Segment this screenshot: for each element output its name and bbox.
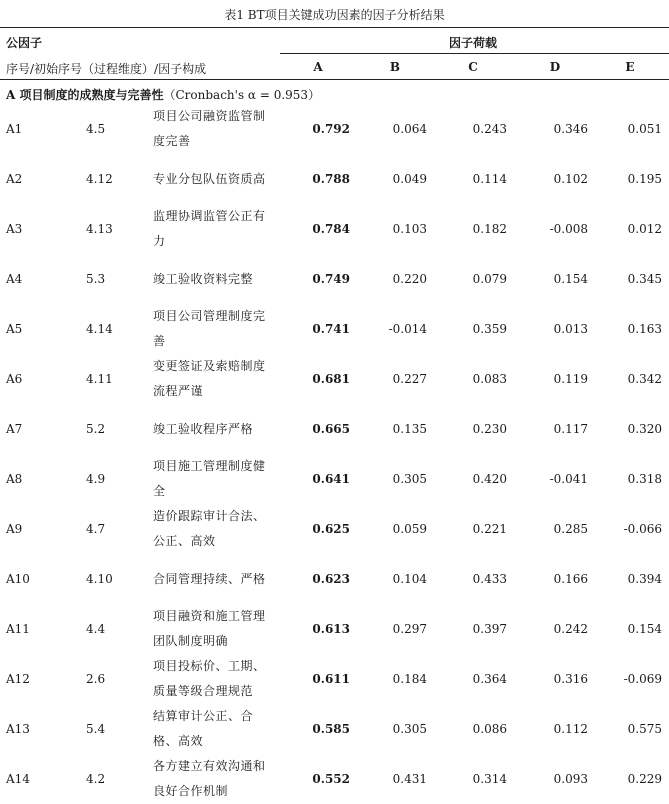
row-loading-a: 0.625 — [312, 522, 350, 536]
row-id: A13 — [6, 722, 30, 736]
row-initial-number: 2.6 — [86, 672, 106, 686]
row-loading-a: 0.552 — [312, 772, 350, 786]
row-loading-e: 0.575 — [627, 722, 662, 736]
row-loading-b: 0.305 — [392, 722, 427, 736]
table-row — [0, 654, 669, 704]
table-row — [0, 204, 669, 254]
row-loading-a: 0.681 — [312, 372, 350, 386]
row-factor-description: 项目施工管理制度健全 — [153, 459, 266, 498]
row-loading-c: 0.182 — [472, 222, 507, 236]
row-loading-c: 0.230 — [472, 422, 507, 436]
row-loading-c: 0.364 — [472, 672, 507, 686]
row-loading-b: 0.103 — [392, 222, 427, 236]
row-loading-b: 0.184 — [392, 672, 427, 686]
row-factor-description: 合同管理持续、严格 — [153, 571, 266, 586]
row-loading-a: 0.665 — [312, 422, 350, 436]
row-initial-number: 5.2 — [86, 422, 106, 436]
row-loading-e: 0.345 — [627, 272, 662, 286]
row-loading-e: 0.051 — [627, 122, 662, 136]
row-loading-b: 0.049 — [392, 172, 427, 186]
column-header-e: E — [625, 60, 635, 74]
row-loading-b: -0.014 — [388, 322, 427, 336]
row-id: A7 — [6, 422, 23, 436]
table-row — [0, 504, 669, 554]
table-row — [0, 304, 669, 354]
column-header-a: A — [313, 60, 323, 74]
row-factor-description: 变更签证及索赔制度流程严谨 — [153, 359, 266, 398]
row-initial-number: 4.7 — [86, 522, 106, 536]
row-loading-a: 0.613 — [312, 622, 350, 636]
row-id: A1 — [6, 122, 23, 136]
row-id: A4 — [6, 272, 23, 286]
row-loading-b: 0.431 — [392, 772, 427, 786]
row-factor-description: 项目投标价、工期、质量等级合理规范 — [153, 659, 266, 698]
row-id: A8 — [6, 472, 23, 486]
row-factor-description: 竣工验收程序严格 — [153, 421, 254, 436]
row-loading-a: 0.641 — [312, 472, 350, 486]
loading-subrule — [280, 53, 669, 54]
table-row — [0, 254, 669, 304]
table-row — [0, 404, 669, 454]
row-loading-e: -0.069 — [623, 672, 662, 686]
row-loading-c: 0.086 — [472, 722, 507, 736]
row-factor-description: 项目公司管理制度完善 — [153, 309, 266, 348]
row-loading-c: 0.114 — [472, 172, 507, 186]
table-row — [0, 604, 669, 654]
row-initial-number: 5.4 — [86, 722, 106, 736]
row-loading-c: 0.079 — [472, 272, 507, 286]
row-loading-d: 0.346 — [553, 122, 588, 136]
row-loading-c: 0.221 — [472, 522, 507, 536]
row-loading-e: 0.320 — [627, 422, 662, 436]
row-loading-d: 0.013 — [553, 322, 588, 336]
row-loading-e: 0.154 — [627, 622, 662, 636]
row-factor-description: 项目融资和施工管理团队制度明确 — [153, 609, 266, 648]
row-factor-description: 结算审计公正、合格、高效 — [153, 709, 254, 748]
column-header-c: C — [468, 60, 478, 74]
row-loading-e: -0.066 — [623, 522, 662, 536]
row-loading-d: 0.117 — [553, 422, 588, 436]
row-factor-description: 竣工验收资料完整 — [153, 271, 254, 286]
row-loading-b: 0.220 — [392, 272, 427, 286]
row-loading-a: 0.788 — [312, 172, 350, 186]
row-loading-b: 0.104 — [392, 572, 427, 586]
table-body — [0, 104, 669, 804]
row-id: A3 — [6, 222, 23, 236]
row-id: A6 — [6, 372, 23, 386]
row-factor-description: 各方建立有效沟通和良好合作机制 — [153, 759, 266, 798]
table-row — [0, 754, 669, 804]
row-id: A2 — [6, 172, 23, 186]
table-caption: 表1 BT项目关键成功因素的因子分析结果 — [224, 8, 445, 22]
row-loading-b: 0.297 — [392, 622, 427, 636]
table-row — [0, 154, 669, 204]
row-loading-b: 0.135 — [392, 422, 427, 436]
row-initial-number: 4.12 — [86, 172, 113, 186]
row-id: A10 — [6, 572, 30, 586]
row-loading-d: 0.093 — [553, 772, 588, 786]
row-loading-a: 0.749 — [312, 272, 350, 286]
row-loading-a: 0.741 — [312, 322, 350, 336]
row-loading-e: 0.195 — [627, 172, 662, 186]
row-loading-a: 0.792 — [312, 122, 350, 136]
row-initial-number: 4.13 — [86, 222, 113, 236]
row-loading-c: 0.243 — [472, 122, 507, 136]
row-id: A5 — [6, 322, 23, 336]
row-loading-d: 0.119 — [553, 372, 588, 386]
table-row — [0, 104, 669, 154]
row-loading-d: 0.242 — [553, 622, 588, 636]
row-loading-c: 0.083 — [472, 372, 507, 386]
table-row — [0, 554, 669, 604]
row-loading-e: 0.163 — [627, 322, 662, 336]
row-loading-c: 0.433 — [472, 572, 507, 586]
row-initial-number: 4.4 — [86, 622, 106, 636]
row-loading-c: 0.397 — [472, 622, 507, 636]
row-loading-b: 0.064 — [392, 122, 427, 136]
row-loading-d: -0.041 — [549, 472, 588, 486]
row-initial-number: 4.11 — [86, 372, 113, 386]
row-loading-a: 0.784 — [312, 222, 350, 236]
row-initial-number: 4.2 — [86, 772, 106, 786]
row-loading-a: 0.611 — [312, 672, 350, 686]
row-factor-description: 监理协调监管公正有力 — [153, 209, 266, 248]
row-id: A11 — [6, 622, 30, 636]
row-loading-d: -0.008 — [549, 222, 588, 236]
row-factor-description: 项目公司融资监管制度完善 — [153, 109, 266, 148]
row-initial-number: 5.3 — [86, 272, 106, 286]
table-row — [0, 354, 669, 404]
row-initial-number: 4.5 — [86, 122, 106, 136]
row-initial-number: 4.10 — [86, 572, 113, 586]
row-id: A12 — [6, 672, 30, 686]
row-initial-number: 4.14 — [86, 322, 113, 336]
section-title-text: A 项目制度的成熟度与完善性 — [6, 88, 164, 102]
row-factor-description: 造价跟踪审计合法、公正、高效 — [153, 509, 266, 548]
row-loading-b: 0.227 — [392, 372, 427, 386]
row-loading-c: 0.359 — [472, 322, 507, 336]
row-loading-d: 0.112 — [553, 722, 588, 736]
factor-loading-header: 因子荷载 — [449, 36, 498, 50]
section-title — [6, 86, 320, 103]
row-factor-description: 专业分包队伍资质高 — [153, 171, 266, 186]
row-loading-c: 0.314 — [472, 772, 507, 786]
row-loading-e: 0.394 — [627, 572, 662, 586]
column-header-d: D — [549, 60, 561, 74]
row-loading-e: 0.012 — [627, 222, 662, 236]
row-loading-d: 0.285 — [553, 522, 588, 536]
column-subheader: 序号/初始序号（过程维度）/因子构成 — [6, 62, 207, 76]
row-loading-d: 0.166 — [553, 572, 588, 586]
column-header-b: B — [389, 60, 401, 74]
row-id: A9 — [6, 522, 23, 536]
header-bottom-rule — [0, 79, 669, 80]
row-loading-a: 0.585 — [312, 722, 350, 736]
table-row — [0, 704, 669, 754]
section-alpha: （Cronbach's α = 0.953） — [163, 88, 321, 102]
row-loading-d: 0.316 — [553, 672, 588, 686]
top-rule — [0, 27, 669, 28]
table-row — [0, 454, 669, 504]
row-loading-e: 0.229 — [627, 772, 662, 786]
row-loading-e: 0.342 — [627, 372, 662, 386]
row-loading-a: 0.623 — [312, 572, 350, 586]
row-initial-number: 4.9 — [86, 472, 106, 486]
row-loading-c: 0.420 — [472, 472, 507, 486]
row-loading-e: 0.318 — [627, 472, 662, 486]
row-loading-d: 0.102 — [553, 172, 588, 186]
row-loading-d: 0.154 — [553, 272, 588, 286]
row-loading-b: 0.059 — [392, 522, 427, 536]
row-id: A14 — [6, 772, 30, 786]
row-loading-b: 0.305 — [392, 472, 427, 486]
common-factor-header: 公因子 — [6, 36, 43, 50]
